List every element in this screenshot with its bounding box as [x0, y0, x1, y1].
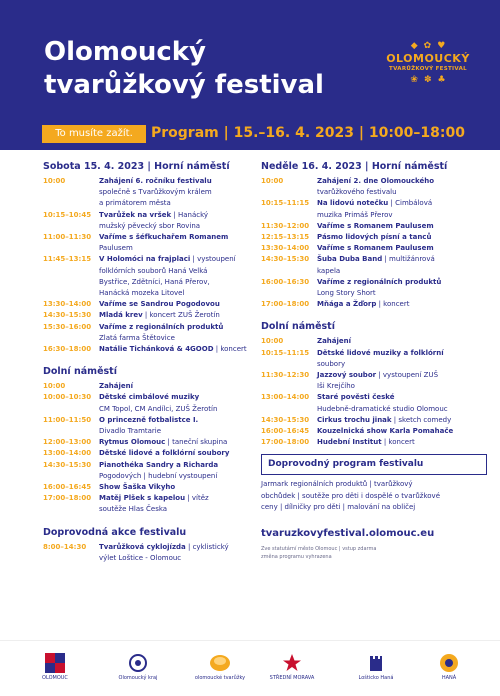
program-item	[43, 437, 269, 448]
program-name: Dětské lidové muziky a folklórní	[317, 348, 444, 357]
program-detail-line: tvarůžkového festivalu	[317, 188, 397, 197]
logo-label: olomoucké tvarůžky	[194, 675, 246, 681]
festival-logo	[378, 40, 478, 86]
program-item	[43, 232, 269, 254]
program-name: V Holomóci na frajplaci	[99, 255, 191, 264]
program-item	[261, 370, 487, 392]
program-name: Natálie Tichánková & 4GOOD	[99, 345, 214, 354]
program-description	[99, 232, 269, 254]
program-time: 10:15–10:45	[43, 210, 92, 219]
accompanying-line: Jarmark regionálních produktů | tvarůžkový	[261, 480, 413, 489]
program-item	[261, 232, 487, 243]
program-name: Zahájení 2. dne Olomouckého	[317, 177, 435, 185]
program-detail: | Cimbálová	[388, 199, 433, 208]
program-item	[43, 176, 269, 210]
program-detail-line: Zlatá farma Štětovice	[99, 333, 175, 342]
program-description	[99, 415, 269, 437]
program-name: Vaříme z regionálních produktů	[99, 322, 224, 331]
page-title	[44, 36, 324, 102]
logo-decoration-bottom	[378, 74, 478, 86]
program-item	[43, 460, 269, 482]
program-item	[43, 310, 269, 321]
program-item	[43, 493, 269, 515]
sunday-title: Neděle 16. 4. 2023 | Horní náměstí	[261, 161, 448, 172]
program-time: 10:00	[43, 382, 66, 391]
program-item	[261, 336, 487, 347]
program-detail-line: společně s Tvarůžkovým králem	[99, 188, 212, 197]
program-name: Matěj Plšek s kapelou	[99, 494, 186, 503]
program-name: Hudební Institut	[317, 438, 382, 447]
left-column	[43, 160, 269, 564]
program-time: 13:00–14:00	[43, 449, 92, 458]
program-time: 17:00–18:00	[261, 300, 310, 309]
program-detail-line: výlet Loštice - Olomouc	[99, 553, 182, 562]
program-detail: | vítěz	[185, 494, 209, 503]
program-name: Jazzový soubor	[317, 371, 377, 380]
flower-icon	[439, 653, 459, 673]
program-description	[317, 243, 487, 254]
accompanying-line: obchůdek | soutěže pro děti i dospělé o tvarůžkové	[261, 491, 441, 500]
program-description	[99, 344, 269, 355]
program-detail-line: soutěže Hlas Česka	[99, 505, 168, 514]
logo-lostice	[346, 653, 406, 681]
logo-olomoucky-kraj	[108, 653, 168, 681]
program-item	[261, 243, 487, 254]
cheese-icon: ◆	[410, 41, 418, 51]
program-time: 10:15–11:15	[261, 199, 310, 208]
program-detail: | koncert	[376, 300, 410, 309]
program-description	[317, 415, 487, 426]
logo-hana	[424, 653, 474, 681]
pretzel-icon: ✽	[423, 75, 432, 85]
program-item	[43, 448, 269, 459]
program-name: Staré pověsti české	[317, 393, 395, 402]
program-detail: | taneční skupina	[165, 438, 228, 447]
program-detail: | koncert ZUŠ Žerotín	[142, 311, 220, 320]
partner-logos	[0, 640, 500, 696]
program-item	[261, 415, 487, 426]
program-detail-line: kapela	[317, 266, 341, 275]
program-name: Vaříme s šéfkuchařem Romanem	[99, 233, 229, 242]
logo-olomouc	[30, 653, 80, 681]
program-item	[261, 392, 487, 414]
program-description	[99, 310, 269, 321]
header	[0, 0, 500, 150]
program-description	[317, 254, 487, 276]
program-description	[99, 322, 269, 344]
program-description	[317, 336, 487, 347]
program-description	[317, 221, 487, 232]
program-name: Vaříme z regionálních produktů	[317, 277, 442, 286]
program-time: 14:30–15:30	[43, 311, 92, 320]
program-dates: Program | 15.–16. 4. 2023 | 10:00–18:00	[151, 125, 465, 141]
program-detail-line: mužský pěvecký sbor Rovina	[99, 221, 201, 230]
program-detail: | koncert	[381, 438, 415, 447]
heart-icon: ♥	[437, 41, 446, 51]
tagline-badge: To musíte zažít.	[42, 125, 146, 143]
program-description	[317, 277, 487, 299]
program-time: 16:00–16:45	[261, 427, 310, 436]
program-description	[99, 542, 269, 564]
program-detail: | vystoupení	[190, 255, 236, 264]
program-item	[43, 392, 269, 414]
sunday-dolni-program	[261, 336, 487, 448]
program-name: Šuba Duba Band	[317, 255, 383, 264]
program-description	[317, 437, 487, 448]
program-time: 13:30–14:00	[261, 244, 310, 253]
program-item	[261, 221, 487, 232]
program-item	[43, 322, 269, 344]
program-time: 10:00	[261, 177, 284, 185]
program-time: 12:15–13:15	[261, 233, 310, 242]
program-description	[99, 210, 269, 232]
program-time: 14:30–15:30	[261, 415, 310, 424]
program-detail-line: muzika Primáš Přerov	[317, 210, 393, 219]
program-description	[99, 448, 269, 459]
right-column	[261, 160, 487, 561]
program-item	[261, 348, 487, 370]
program-description	[99, 392, 269, 414]
title-line-2: tvarůžkový festival	[44, 70, 324, 100]
cheese-icon	[209, 653, 231, 673]
program-time: 12:00–13:00	[43, 438, 92, 447]
sunday-program	[261, 176, 487, 310]
program-detail-line: folklórních souborů Haná Velká	[99, 266, 208, 275]
logo-decoration	[378, 40, 478, 52]
program-description	[317, 299, 487, 310]
saturday-title: Sobota 15. 4. 2023 | Horní náměstí	[43, 161, 230, 172]
logo-olomoucke-tvaruzky	[190, 653, 250, 681]
program-time: 17:00–18:00	[261, 438, 310, 447]
program-item	[261, 299, 487, 310]
saturday-dolni-program	[43, 381, 269, 515]
program-name: Mňága a Žďorp	[317, 300, 377, 309]
program-name: Vaříme se Sandrou Pogodovou	[99, 300, 220, 309]
program-name: Pásmo lidových písní a tanců	[317, 233, 432, 242]
program-time: 11:30–12:30	[261, 371, 310, 380]
region-icon	[128, 653, 148, 673]
program-time: 10:00	[261, 337, 284, 346]
program-name: O princezně fotbalistce I.	[99, 415, 199, 424]
program-detail: | vystoupení ZUŠ	[376, 371, 439, 380]
program-time: 11:00–11:50	[43, 415, 92, 424]
program-description	[99, 176, 269, 210]
program-detail-line: Divadlo Tramtarie	[99, 427, 162, 436]
program-detail: | sketch comedy	[391, 415, 452, 424]
city-crest-icon	[45, 653, 65, 673]
program-item	[261, 277, 487, 299]
program-name: Pianothéka Sandry a Richarda	[99, 460, 219, 469]
accompanying-event-title: Doprovodná akce festivalu	[43, 526, 187, 538]
program-detail-line: a primátorem města	[99, 199, 171, 208]
program-time: 17:00–18:00	[43, 494, 92, 503]
program-detail: | Hanácký	[171, 210, 209, 219]
logo-label: Lošticko Haná	[358, 675, 394, 681]
program-detail: | multižánrová	[382, 255, 435, 264]
program-detail-line: Long Story Short	[317, 289, 376, 298]
program-time: 11:30–12:00	[261, 221, 310, 230]
program-description	[99, 299, 269, 310]
program-detail-line: Hudebně-dramatické studio Olomouc	[317, 404, 448, 413]
program-description	[317, 370, 487, 392]
accompanying-program-text	[261, 479, 487, 513]
program-description	[317, 426, 487, 437]
program-name: Tvarůžková cyklojízda	[99, 542, 186, 551]
program-time: 8:00–14:30	[43, 542, 87, 551]
mushroom-icon: ♣	[437, 75, 446, 85]
program-time: 13:00–14:00	[261, 393, 310, 402]
note-line: Zve statutární město Olomouc | vstup zdarma	[261, 546, 377, 553]
program-detail-line: Paulusem	[99, 244, 133, 253]
title-line-1: Olomoucký	[44, 37, 206, 67]
program-description	[317, 348, 487, 370]
program-description	[99, 460, 269, 482]
program-detail-line: Iši Krejčího	[317, 382, 355, 391]
program-item	[43, 344, 269, 355]
program-detail: | cyklistický	[185, 542, 229, 551]
program-description	[317, 198, 487, 220]
program-item	[43, 381, 269, 392]
program-name: Mladá krev	[99, 311, 143, 320]
program-detail-line: Pogodových | hudební vystoupení	[99, 471, 218, 480]
program-name: Tvarůžek na vršek	[99, 210, 172, 219]
program-name: Na lidovú notečku	[317, 199, 389, 208]
program-time: 16:00–16:45	[43, 483, 92, 492]
program-time: 10:15–11:15	[261, 348, 310, 357]
accompanying-program-title: Doprovodný program festivalu	[261, 454, 487, 475]
accompanying-event-program	[43, 542, 269, 564]
program-description	[317, 176, 487, 198]
program-name: Zahájení	[317, 337, 352, 346]
festival-url[interactable]: tvaruzkovyfestival.olomouc.eu	[261, 528, 435, 540]
logo-text-big: OLOMOUCKÝ	[386, 52, 470, 65]
program-name: Vaříme s Romanem Paulusem	[317, 221, 434, 230]
note-line: změna programu vyhrazena	[261, 554, 332, 561]
program-description	[99, 381, 269, 392]
program-detail-line: Hanácká mozeka Litovel	[99, 289, 185, 298]
saturday-program	[43, 176, 269, 355]
program-name: Zahájení 6. ročníku festivalu	[99, 177, 212, 185]
program-time: 14:30–15:30	[261, 255, 310, 264]
saturday-dolni-title: Dolní náměstí	[43, 366, 117, 378]
program-description	[99, 437, 269, 448]
castle-icon	[366, 653, 386, 673]
organizer-note	[261, 545, 487, 561]
accompanying-line: ceny | dílničky pro děti | malování na obličej	[261, 502, 416, 511]
program-time: 10:00–10:30	[43, 393, 92, 402]
program-time: 15:30–16:00	[43, 322, 92, 331]
program-item	[261, 254, 487, 276]
program-time: 13:30–14:00	[43, 300, 92, 309]
program-time: 11:45–13:15	[43, 255, 92, 264]
program-item	[261, 198, 487, 220]
program-detail-line: CM Topol, CM Andílci, ZUŠ Žerotín	[99, 404, 218, 413]
program-name: Zahájení	[99, 382, 134, 391]
program-band	[0, 118, 500, 150]
program-item	[43, 210, 269, 232]
program-time: 14:30–15:30	[43, 460, 92, 469]
program-name: Vaříme s Romanem Paulusem	[317, 244, 434, 253]
logo-label: Olomoucký kraj	[118, 675, 158, 681]
program-detail: | koncert	[213, 345, 247, 354]
program-item	[43, 299, 269, 310]
program-item	[261, 426, 487, 437]
program-name: Dětské lidové a folklórní soubory	[99, 449, 230, 458]
program-name: Show Šaška Vikyho	[99, 483, 176, 492]
program-description	[99, 254, 269, 299]
program-description	[317, 232, 487, 243]
program-item	[43, 254, 269, 299]
logo-label: STŘEDNÍ MORAVA	[269, 675, 315, 681]
program-time: 11:00–11:30	[43, 233, 92, 242]
leaf-icon: ✿	[423, 41, 432, 51]
program-item	[43, 542, 269, 564]
flower-icon: ❀	[410, 75, 418, 85]
program-detail-line: Bystřice, Zdětníci, Haná Přerov,	[99, 277, 210, 286]
program-time: 10:00	[43, 177, 66, 185]
logo-label: OLOMOUC	[42, 675, 68, 681]
program-item	[43, 482, 269, 493]
program-item	[261, 176, 487, 198]
program-item	[261, 437, 487, 448]
program-description	[317, 392, 487, 414]
program-detail-line: soubory	[317, 359, 346, 368]
program-name: Rytmus Olomouc	[99, 438, 166, 447]
program-item	[43, 415, 269, 437]
program-time: 16:00–16:30	[261, 277, 310, 286]
program-description	[99, 482, 269, 493]
logo-text-small: TVARŮŽKOVÝ FESTIVAL	[389, 66, 467, 72]
program-name: Kouzelnická show Karla Pomahače	[317, 427, 454, 436]
star-icon	[282, 653, 302, 673]
sunday-dolni-title: Dolní náměstí	[261, 321, 335, 333]
logo-stredni-morava	[262, 653, 322, 681]
logo-label: HANÁ	[441, 675, 457, 681]
program-time: 16:30–18:00	[43, 345, 92, 354]
program-name: Cirkus trochu jinak	[317, 415, 392, 424]
program-description	[99, 493, 269, 515]
program-name: Dětské cimbálové muziky	[99, 393, 200, 402]
